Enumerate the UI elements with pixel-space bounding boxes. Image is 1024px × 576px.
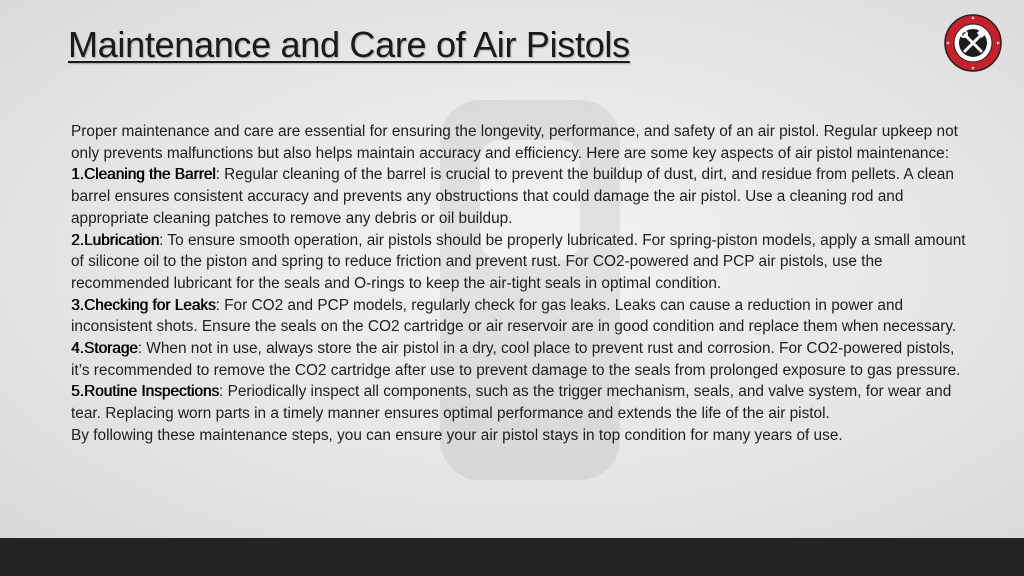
list-item-cleaning [71, 164, 971, 229]
item-heading: 4.Storage [71, 340, 138, 358]
item-text: : Periodically inspect all components, such as the trigger mechanism, seals, and valve system, for wear and tear. Replacing worn parts in a timely manner ensures optimal performance and extends the life of the air pistol. [71, 383, 952, 423]
content-body [71, 121, 971, 447]
item-heading: 3.Checking for Leaks [71, 296, 216, 314]
page-title: Maintenance and Care of Air Pistols [68, 24, 630, 65]
list-item-inspections [71, 381, 971, 424]
intro-paragraph: Proper maintenance and care are essential for ensuring the longevity, performance, and safety of an air pistol. Regular upkeep not only prevents malfunctions but also helps maintain accuracy and efficiency. Here are some key aspects of air pistol maintenance: [71, 123, 958, 162]
item-text: : When not in use, always store the air pistol in a dry, cool place to prevent rust and corrosion. For CO2-powered pistols, it’s recommended to remove the CO2 cartridge after use to prevent damage to the seals from prolonged exposure to gas pressure. [71, 340, 961, 379]
enterprise-logo-icon [944, 14, 1002, 72]
list-item-lubrication [71, 230, 971, 295]
item-text: : Regular cleaning of the barrel is crucial to prevent the buildup of dust, dirt, and residue from pellets. A clean barrel ensures consistent accuracy and prevents any obstructions that could damage the air pistol. Use a cleaning rod and appropriate cleaning patches to remove any debris or oil buildup. [71, 166, 954, 227]
item-text: : For CO2 and PCP models, regularly check for gas leaks. Leaks can cause a reduction in power and inconsistent shots. Ensure the seals on the CO2 cartridge or air reservoir are in good condition and replace them when necessary. [71, 296, 957, 336]
list-item-storage [71, 338, 971, 381]
item-text: : To ensure smooth operation, air pistols should be properly lubricated. For spring-piston models, apply a small amount of silicone oil to the piston and spring to reduce friction and prevent rust. For CO2-powered and PCP air pistols, use the recommended lubricant for the seals and O-rings to keep the air-tight seals in optimal condition. [71, 231, 966, 292]
item-heading: 1.Cleaning the Barrel [71, 166, 216, 184]
item-heading: 5.Routine Inspections [71, 383, 220, 401]
list-item-leaks [71, 295, 971, 338]
item-heading: 2.Lubrication [71, 231, 160, 249]
conclusion-paragraph: By following these maintenance steps, you can ensure your air pistol stays in top condition for many years of use. [71, 426, 843, 444]
footer-bar [0, 538, 1024, 576]
